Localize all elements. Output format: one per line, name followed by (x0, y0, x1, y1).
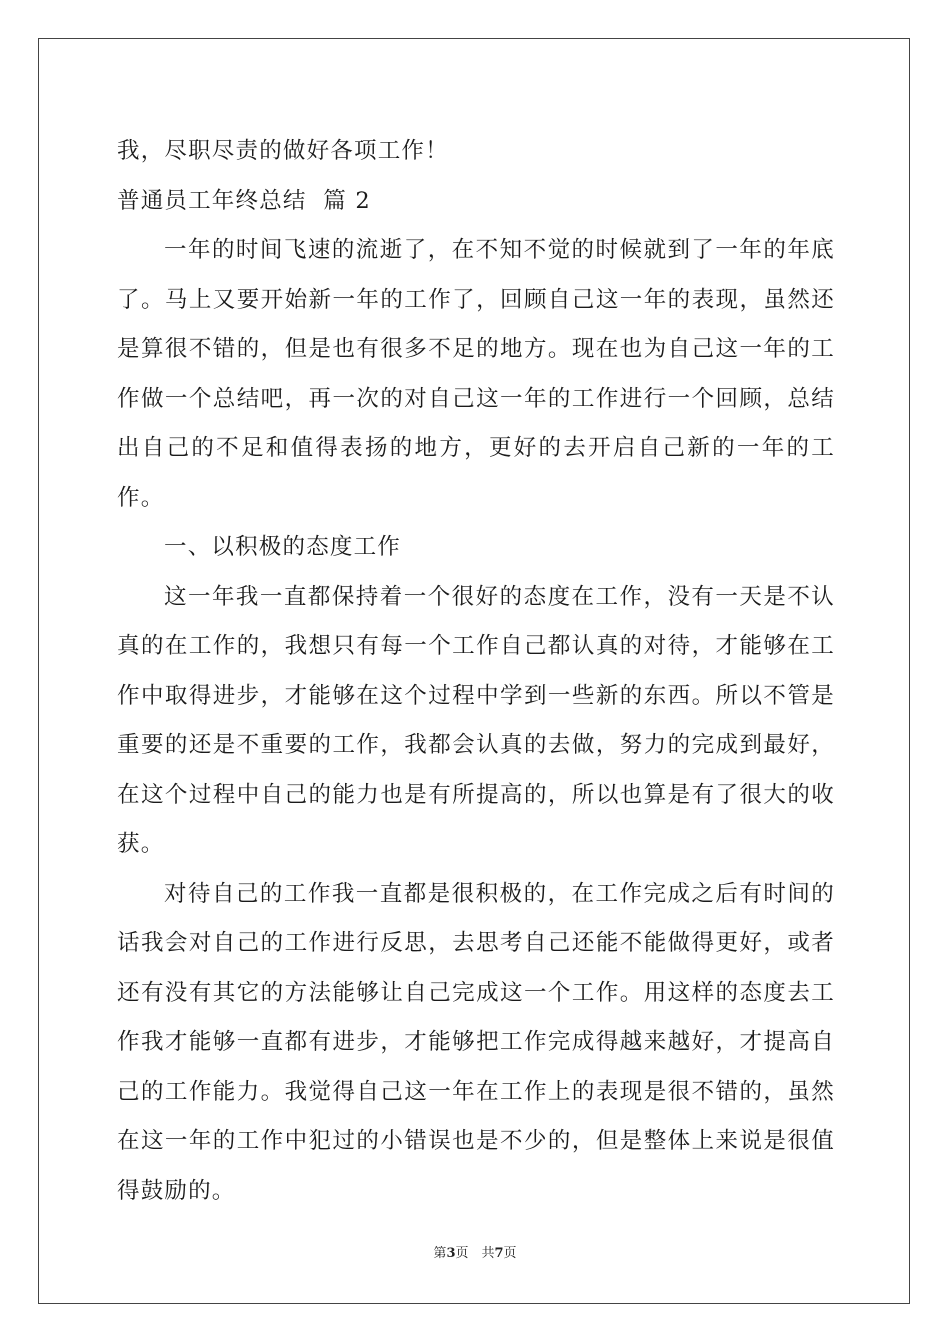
footer-suffix: 页 (503, 1246, 517, 1261)
page-footer (0, 1242, 950, 1261)
footer-prefix: 第 (433, 1246, 447, 1261)
paragraph-reflection: 对待自己的工作我一直都是很积极的，在工作完成之后有时间的话我会对自己的工作进行反思，去思考自己还能不能做得更好，或者还有没有其它的方法能够让自己完成这一个工作。用这样的态度去工作我才能够一直都有进步，才能够把工作完成得越来越好，才提高自己的工作能力。我觉得自己这一年在工作上的表现是很不错的，虽然在这一年的工作中犯过的小错误也是不少的，但是整体上来说是很值得鼓励的。 (117, 880, 835, 1204)
subsection-title: 一、以积极的态度工作 (164, 534, 402, 560)
footer-mid: 页 共 (455, 1246, 495, 1261)
footer-current-page: 3 (446, 1246, 456, 1261)
continuation-line: 我，尽职尽责的做好各项工作！ (117, 138, 449, 164)
section-heading: 普通员工年终总结 篇 2 (117, 187, 371, 214)
paragraph-intro: 一年的时间飞速的流逝了，在不知不觉的时候就到了一年的年底了。马上又要开始新一年的工作了，回顾自己这一年的表现，虽然还是算很不错的，但是也有很多不足的地方。现在也为自己这一年的工作做一个总结吧，再一次的对自己这一年的工作进行一个回顾，总结出自己的不足和值得表扬的地方，更好的去开启自己新的一年的工作。 (117, 237, 835, 511)
footer-total-pages: 7 (494, 1246, 504, 1261)
document-body (117, 127, 835, 1216)
paragraph-attitude: 这一年我一直都保持着一个很好的态度在工作，没有一天是不认真的在工作的，我想只有每一个工作自己都认真的对待，才能够在工作中取得进步，才能够在这个过程中学到一些新的东西。所以不管是重要的还是不重要的工作，我都会认真的去做，努力的完成到最好，在这个过程中自己的能力也是有所提高的，所以也算是有了很大的收获。 (117, 583, 835, 857)
